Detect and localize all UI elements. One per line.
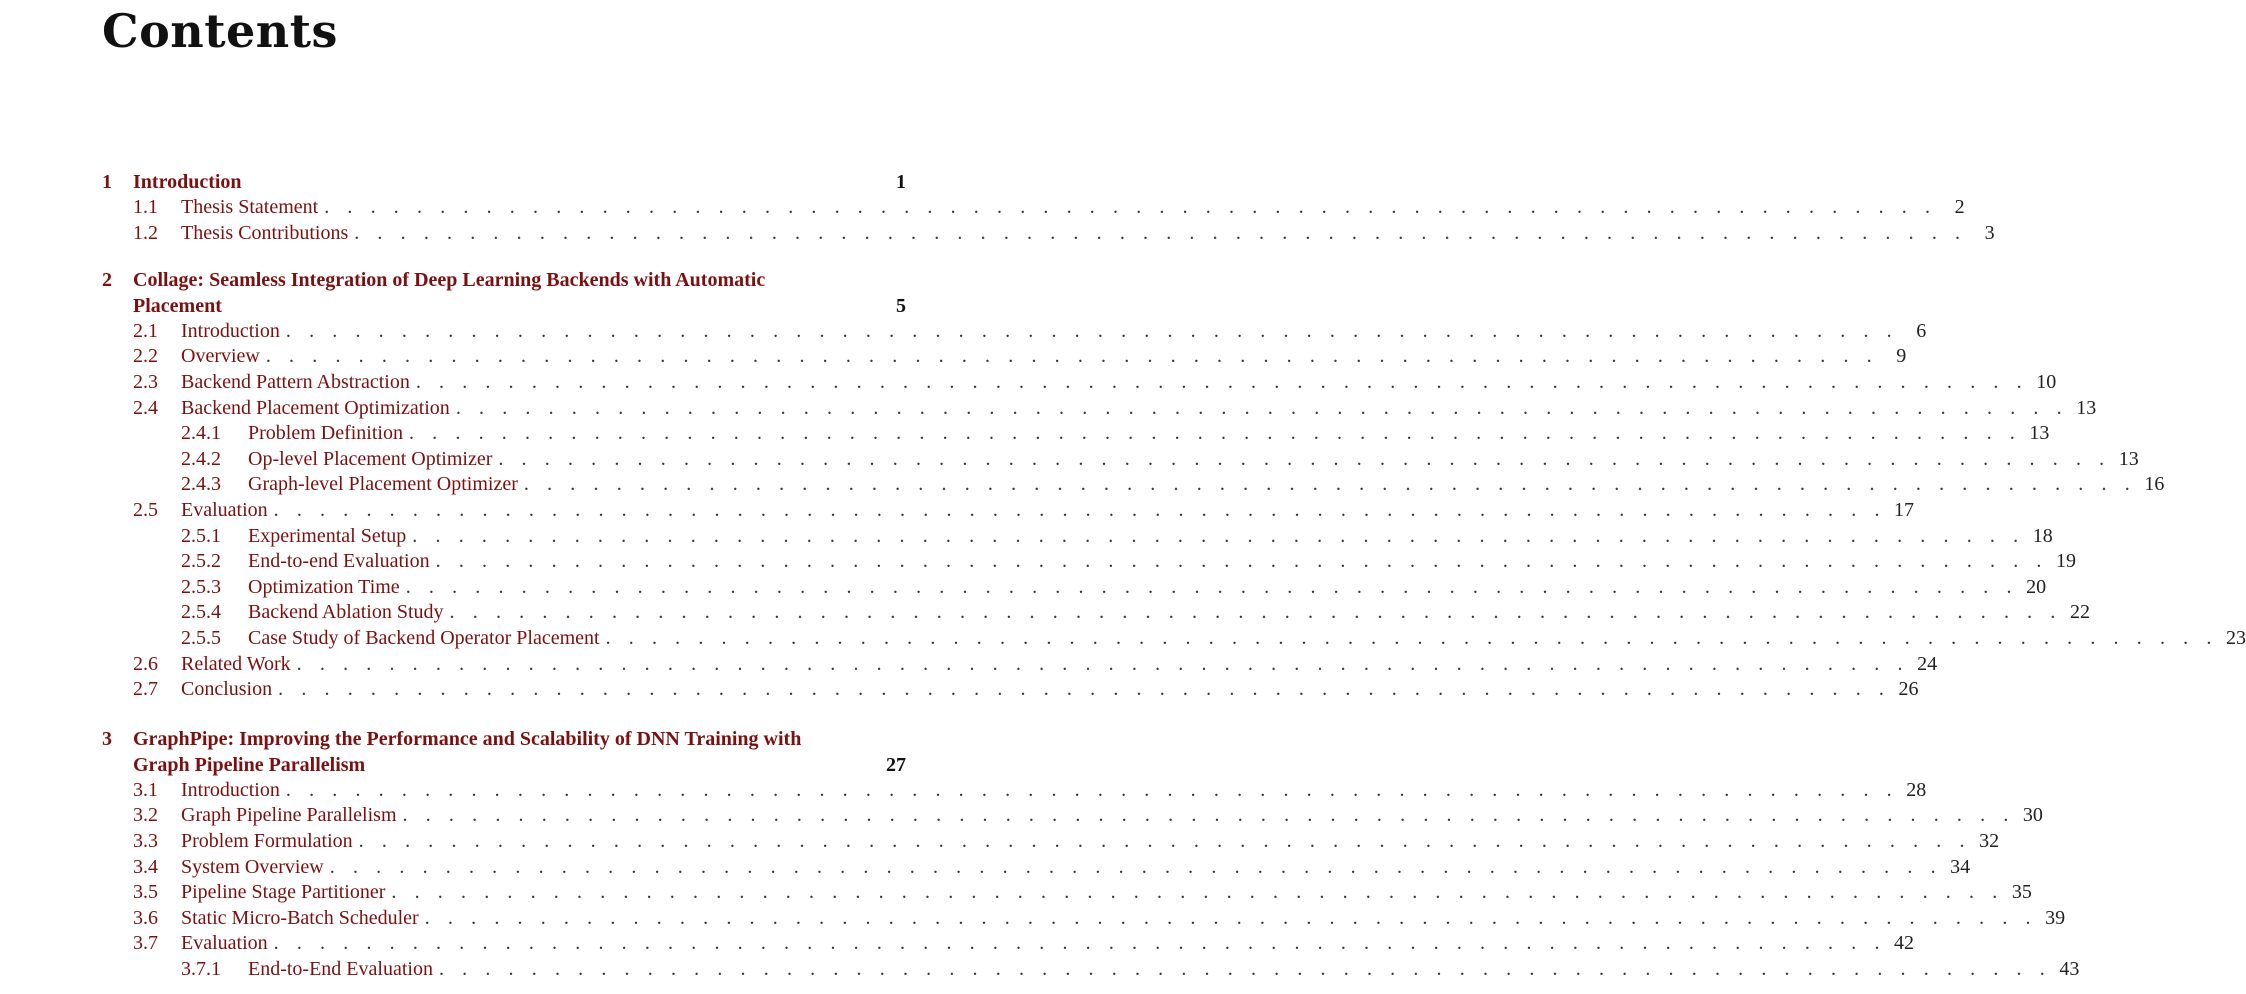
entry-title[interactable]: Introduction <box>181 319 280 342</box>
entry-title[interactable]: Conclusion <box>181 678 273 701</box>
entry-number: 2.5.5 <box>181 626 221 649</box>
dot-leader: . . . . . . . . . . . . . . . . . . . . . . . . . . . . . . . . . . . . . . . . . . . . . . . . . . . . . . . . . . . . . . . . . . . . . . <box>354 221 1967 244</box>
entry-title[interactable]: Thesis Statement <box>181 196 319 219</box>
dot-leader: . . . . . . . . . . . . . . . . . . . . . . . . . . . . . . . . . . . . . . . . . . . . . . . . . . . . . . . . . . . . . . . . . . . . . . <box>265 345 1879 368</box>
entry-number: 2.5.4 <box>181 601 221 624</box>
dot-leader: . . . . . . . . . . . . . . . . . . . . . . . . . . . . . . . . . . . . . . . . . . . . . . . . . . . . . . . . . . . . . . . . . . . . . . <box>273 932 1887 955</box>
entry-number: 3.7 <box>133 932 158 955</box>
toc-entry[interactable] <box>133 344 1907 369</box>
entry-number: 2.5 <box>133 498 158 521</box>
toc-entry[interactable] <box>133 906 2066 931</box>
entry-page: 39 <box>2045 906 2066 929</box>
dot-leader: . . . . . . . . . . . . . . . . . . . . . . . . . . . . . . . . . . . . . . . . . . . . . . . . . . . . . . . . . . . . . . . . . . . . . . <box>391 881 2004 904</box>
entry-title[interactable]: Problem Definition <box>248 422 403 445</box>
entry-title[interactable]: Case Study of Backend Operator Placement <box>248 626 600 649</box>
entry-title[interactable]: Evaluation <box>181 498 268 521</box>
dot-leader: . . . . . . . . . . . . . . . . . . . . . . . . . . . . . . . . . . . . . . . . . . . . . . . . . . . . . . . . . . . . . . . . . . . . . . <box>605 626 2218 649</box>
entry-number: 3.2 <box>133 804 158 827</box>
dot-leader: . . . . . . . . . . . . . . . . . . . . . . . . . . . . . . . . . . . . . . . . . . . . . . . . . . . . . . . . . . . . . . . . . . . . . . <box>285 319 1899 342</box>
entry-number: 1.2 <box>133 221 158 244</box>
entry-title[interactable]: Op-level Placement Optimizer <box>248 447 493 470</box>
toc-entry[interactable] <box>133 855 1971 880</box>
entry-page: 13 <box>2118 447 2139 470</box>
entry-page: 18 <box>2032 524 2053 547</box>
dot-leader: . . . . . . . . . . . . . . . . . . . . . . . . . . . . . . . . . . . . . . . . . . . . . . . . . . . . . . . . . . . . . . . . . . . . . . <box>324 196 1937 219</box>
entry-page: 19 <box>2056 550 2077 573</box>
toc-entry[interactable] <box>181 472 2165 497</box>
entry-page: 30 <box>2022 804 2043 827</box>
entry-number: 2.4.2 <box>181 447 221 470</box>
toc-entry[interactable] <box>181 549 2077 574</box>
entry-title[interactable]: Backend Placement Optimization <box>181 396 450 419</box>
dot-leader: . . . . . . . . . . . . . . . . . . . . . . . . . . . . . . . . . . . . . . . . . . . . . . . . . . . . . . . . . . . . . . . . . . . . . . <box>415 370 2029 393</box>
toc-entry[interactable] <box>133 396 2097 421</box>
entry-title[interactable]: Pipeline Stage Partitioner <box>181 881 386 904</box>
entry-title[interactable]: Graph Pipeline Parallelism <box>181 804 397 827</box>
toc-entry[interactable] <box>133 652 1938 677</box>
chapter-title-line: GraphPipe: Improving the Performance and Scalability of DNN Training with <box>133 728 802 750</box>
toc-entry[interactable] <box>133 778 1927 803</box>
entry-page: 34 <box>1950 855 1971 878</box>
dot-leader: . . . . . . . . . . . . . . . . . . . . . . . . . . . . . . . . . . . . . . . . . . . . . . . . . . . . . . . . . . . . . . . . . . . . . . <box>408 422 2022 445</box>
toc-entry[interactable] <box>133 880 2032 905</box>
toc-entry[interactable] <box>181 447 2139 472</box>
chapter-page: 5 <box>896 294 906 317</box>
toc-entry[interactable] <box>133 498 1915 523</box>
entry-title[interactable]: Related Work <box>181 652 291 675</box>
entry-page: 2 <box>1954 196 1965 219</box>
entry-page: 35 <box>2011 881 2032 904</box>
entry-page: 13 <box>2076 396 2097 419</box>
chapter-title-line: Collage: Seamless Integration of Deep Learning Backends with Automatic <box>133 269 766 291</box>
entry-number: 2.7 <box>133 678 158 701</box>
entry-page: 28 <box>1906 778 1927 801</box>
entry-title[interactable]: System Overview <box>181 855 324 878</box>
entry-page: 10 <box>2036 370 2057 393</box>
entry-number: 2.4 <box>133 396 158 419</box>
toc-entry[interactable] <box>133 677 1919 702</box>
toc-entry[interactable] <box>133 221 1995 246</box>
chapter-page: 27 <box>886 753 906 776</box>
chapter-title[interactable] <box>133 170 878 196</box>
entry-title[interactable]: Evaluation <box>181 932 268 955</box>
chapter-title[interactable] <box>133 268 878 319</box>
toc-entry[interactable] <box>181 524 2053 549</box>
entry-page: 23 <box>2225 626 2246 649</box>
entry-title[interactable]: End-to-end Evaluation <box>248 550 430 573</box>
dot-leader: . . . . . . . . . . . . . . . . . . . . . . . . . . . . . . . . . . . . . . . . . . . . . . . . . . . . . . . . . . . . . . . . . . . . . . <box>402 804 2015 827</box>
dot-leader: . . . . . . . . . . . . . . . . . . . . . . . . . . . . . . . . . . . . . . . . . . . . . . . . . . . . . . . . . . . . . . . . . . . . . . <box>273 498 1887 521</box>
entry-title[interactable]: Problem Formulation <box>181 829 353 852</box>
entry-number: 2.1 <box>133 319 158 342</box>
entry-page: 6 <box>1916 319 1927 342</box>
page-title: Contents <box>102 4 338 58</box>
dot-leader: . . . . . . . . . . . . . . . . . . . . . . . . . . . . . . . . . . . . . . . . . . . . . . . . . . . . . . . . . . . . . . . . . . . . . . <box>278 678 1891 701</box>
entry-title[interactable]: Backend Ablation Study <box>248 601 444 624</box>
entry-page: 24 <box>1917 652 1938 675</box>
entry-page: 16 <box>2144 473 2165 496</box>
entry-page: 26 <box>1898 678 1919 701</box>
entry-title[interactable]: Optimization Time <box>248 575 400 598</box>
toc-entry[interactable] <box>133 319 1927 344</box>
chapter-title-line: Introduction <box>133 171 242 193</box>
entry-page: 9 <box>1896 345 1907 368</box>
entry-page: 17 <box>1894 498 1915 521</box>
entry-page: 13 <box>2029 422 2050 445</box>
entry-number: 1.1 <box>133 196 158 219</box>
entry-page: 22 <box>2069 601 2090 624</box>
entry-number: 3.6 <box>133 906 158 929</box>
dot-leader: . . . . . . . . . . . . . . . . . . . . . . . . . . . . . . . . . . . . . . . . . . . . . . . . . . . . . . . . . . . . . . . . . . . . . . <box>455 396 2069 419</box>
toc-entry[interactable] <box>181 626 2246 651</box>
toc-entry[interactable] <box>181 600 2090 625</box>
entry-page: 3 <box>1984 221 1995 244</box>
toc-entry[interactable] <box>181 575 2047 600</box>
toc-entry[interactable] <box>133 195 1965 220</box>
chapter-title-line: Graph Pipeline Parallelism <box>133 753 366 776</box>
dot-leader: . . . . . . . . . . . . . . . . . . . . . . . . . . . . . . . . . . . . . . . . . . . . . . . . . . . . . . . . . . . . . . . . . . . . . . <box>285 778 1899 801</box>
entry-title[interactable]: Static Micro-Batch Scheduler <box>181 906 419 929</box>
dot-leader: . . . . . . . . . . . . . . . . . . . . . . . . . . . . . . . . . . . . . . . . . . . . . . . . . . . . . . . . . . . . . . . . . . . . . . <box>424 906 2038 929</box>
entry-number: 2.6 <box>133 652 158 675</box>
entry-number: 2.4.1 <box>181 422 221 445</box>
dot-leader: . . . . . . . . . . . . . . . . . . . . . . . . . . . . . . . . . . . . . . . . . . . . . . . . . . . . . . . . . . . . . . . . . . . . . . <box>405 575 2019 598</box>
toc-entry[interactable] <box>133 803 2043 828</box>
dot-leader: . . . . . . . . . . . . . . . . . . . . . . . . . . . . . . . . . . . . . . . . . . . . . . . . . . . . . . . . . . . . . . . . . . . . . . <box>498 447 2111 470</box>
dot-leader: . . . . . . . . . . . . . . . . . . . . . . . . . . . . . . . . . . . . . . . . . . . . . . . . . . . . . . . . . . . . . . . . . . . . . . <box>523 473 2137 496</box>
entry-number: 2.2 <box>133 345 158 368</box>
dot-leader: . . . . . . . . . . . . . . . . . . . . . . . . . . . . . . . . . . . . . . . . . . . . . . . . . . . . . . . . . . . . . . . . . . . . . . <box>449 601 2062 624</box>
entry-page: 32 <box>1979 829 2000 852</box>
toc-entry[interactable] <box>133 370 2057 395</box>
entry-number: 2.5.2 <box>181 550 221 573</box>
chapter-number: 3 <box>102 728 112 750</box>
entry-title[interactable]: Experimental Setup <box>248 524 407 547</box>
dot-leader: . . . . . . . . . . . . . . . . . . . . . . . . . . . . . . . . . . . . . . . . . . . . . . . . . . . . . . . . . . . . . . . . . . . . . . <box>329 855 1943 878</box>
entry-page: 20 <box>2026 575 2047 598</box>
entry-title[interactable]: Overview <box>181 345 260 368</box>
chapter-title[interactable] <box>133 727 878 778</box>
entry-number: 2.5.1 <box>181 524 221 547</box>
toc-entry[interactable] <box>181 421 2050 446</box>
entry-number: 3.3 <box>133 829 158 852</box>
dot-leader: . . . . . . . . . . . . . . . . . . . . . . . . . . . . . . . . . . . . . . . . . . . . . . . . . . . . . . . . . . . . . . . . . . . . . . <box>435 550 2049 573</box>
entry-title[interactable]: Backend Pattern Abstraction <box>181 370 410 393</box>
entry-title[interactable]: Introduction <box>181 778 280 801</box>
toc-entry[interactable] <box>181 957 2080 982</box>
entry-number: 2.5.3 <box>181 575 221 598</box>
entry-title[interactable]: Thesis Contributions <box>181 221 349 244</box>
dot-leader: . . . . . . . . . . . . . . . . . . . . . . . . . . . . . . . . . . . . . . . . . . . . . . . . . . . . . . . . . . . . . . . . . . . . . . <box>358 829 1972 852</box>
entry-page: 42 <box>1894 932 1915 955</box>
entry-title[interactable]: End-to-End Evaluation <box>248 957 433 980</box>
toc-entry[interactable] <box>133 829 2000 854</box>
entry-number: 2.4.3 <box>181 473 221 496</box>
dot-leader: . . . . . . . . . . . . . . . . . . . . . . . . . . . . . . . . . . . . . . . . . . . . . . . . . . . . . . . . . . . . . . . . . . . . . . <box>438 957 2052 980</box>
dot-leader: . . . . . . . . . . . . . . . . . . . . . . . . . . . . . . . . . . . . . . . . . . . . . . . . . . . . . . . . . . . . . . . . . . . . . . <box>296 652 1910 675</box>
entry-number: 3.5 <box>133 881 158 904</box>
chapter-page: 1 <box>896 171 906 193</box>
chapter-number: 2 <box>102 269 112 291</box>
entry-number: 3.4 <box>133 855 158 878</box>
toc-entry[interactable] <box>133 931 1915 956</box>
dot-leader: . . . . . . . . . . . . . . . . . . . . . . . . . . . . . . . . . . . . . . . . . . . . . . . . . . . . . . . . . . . . . . . . . . . . . . <box>412 524 2025 547</box>
chapter-title-line: Placement <box>133 294 222 317</box>
chapter-number: 1 <box>102 171 112 193</box>
entry-title[interactable]: Graph-level Placement Optimizer <box>248 473 518 496</box>
entry-page: 43 <box>2059 957 2080 980</box>
entry-number: 3.7.1 <box>181 957 221 980</box>
entry-number: 3.1 <box>133 778 158 801</box>
entry-number: 2.3 <box>133 370 158 393</box>
